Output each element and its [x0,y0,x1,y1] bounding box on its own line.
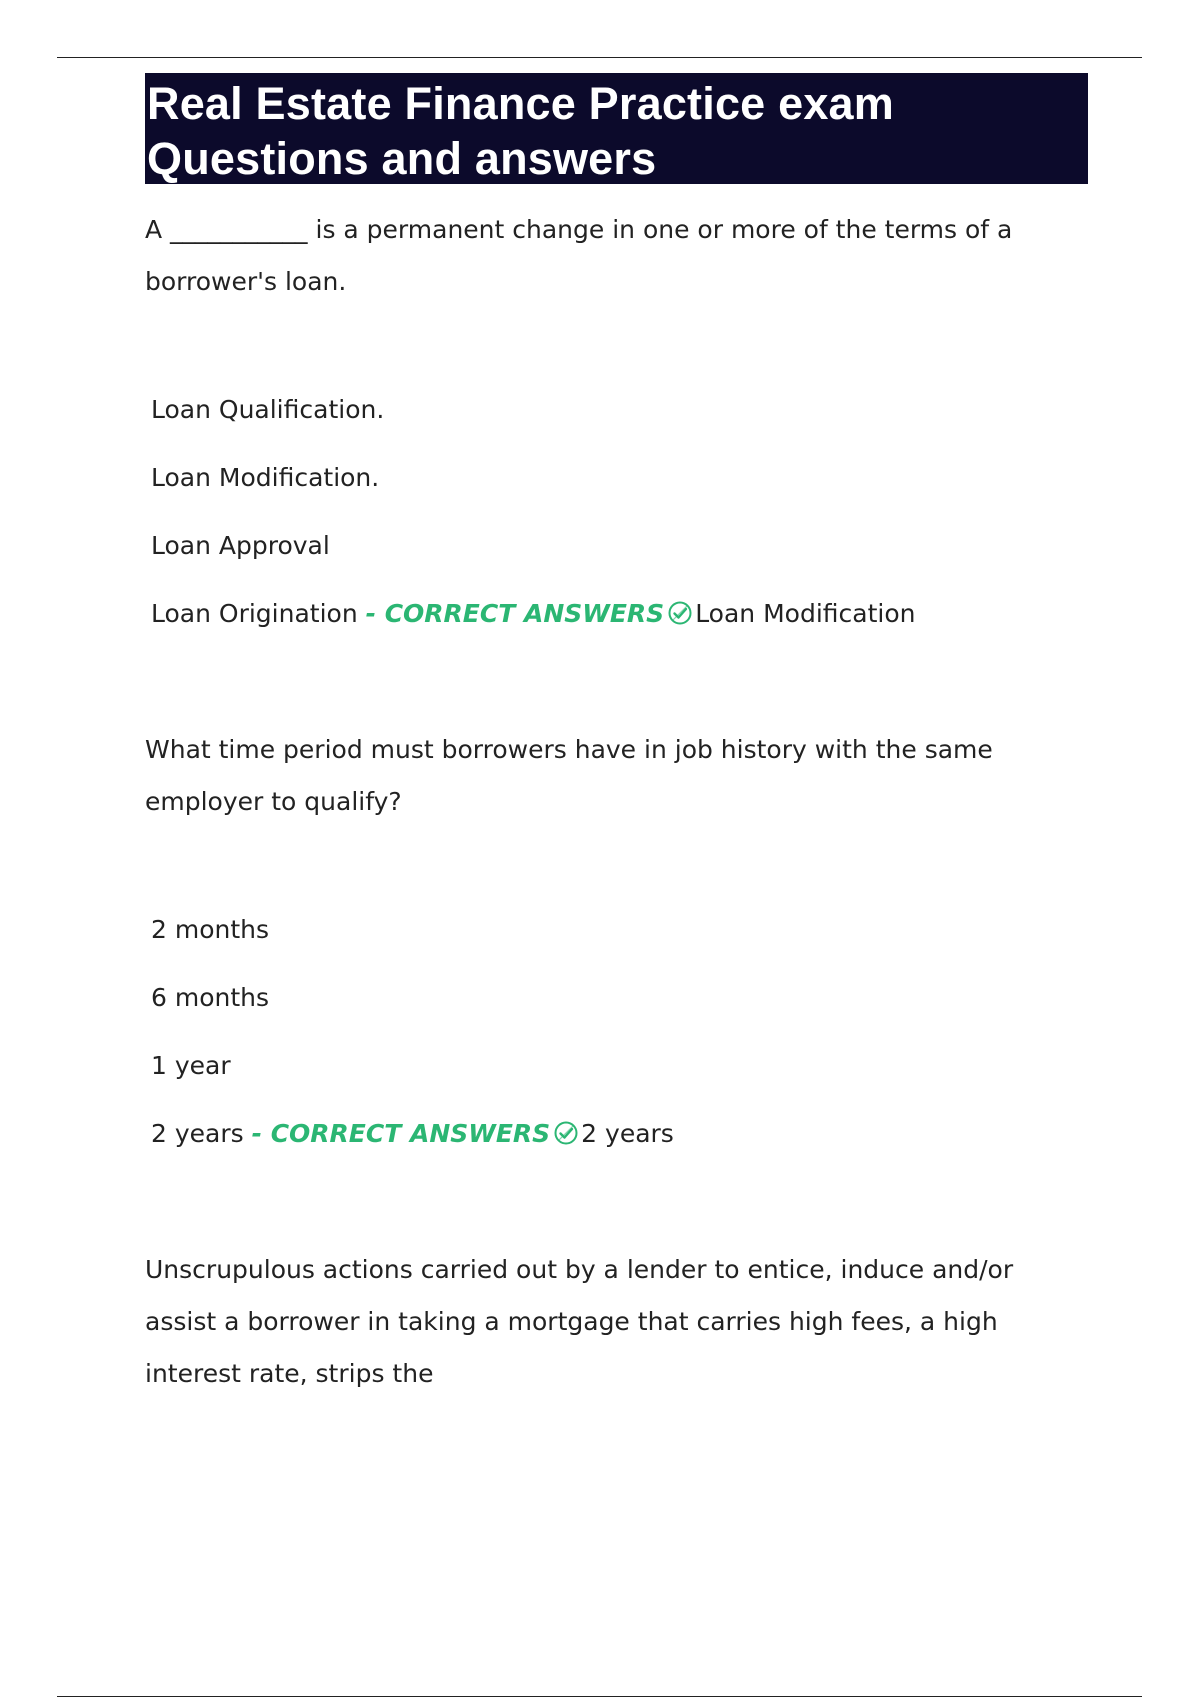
option-list [151,390,1105,662]
question-block [145,204,1105,662]
option-text: 2 years [151,1119,244,1148]
page-title [147,76,1088,186]
option-text: Loan Modification. [151,463,380,492]
correct-answer-text: 2 years [581,1119,674,1148]
option-item [151,526,1105,594]
bottom-rule [57,1696,1142,1697]
question-text: Unscrupulous actions carried out by a lender to entice, induce and/or assist a borrower in taking a mortgage that carries high fees, a high interest rate, strips the [145,1255,1014,1388]
option-item [151,594,1105,662]
question-text: What time period must borrowers have in job history with the same employer to qualify? [145,735,993,816]
question-block [145,1244,1105,1400]
question-block [145,724,1105,1182]
option-item [151,978,1105,1046]
check-circle-icon [667,600,693,626]
option-list [151,910,1105,1182]
option-item [151,390,1105,458]
option-text: 1 year [151,1051,231,1080]
correct-answer-text: Loan Modification [695,599,916,628]
title-banner [145,73,1088,184]
option-item [151,1114,1105,1182]
option-text: Loan Qualification. [151,395,385,424]
option-item [151,1046,1105,1114]
check-circle-icon [553,1120,579,1146]
question-text: A ___________ is a permanent change in one or more of the terms of a borrower's loan. [145,215,1013,296]
option-text: Loan Approval [151,531,330,560]
title-line-1: Real Estate Finance Practice exam [147,78,894,129]
option-text: 6 months [151,983,270,1012]
document-body [145,204,1105,1400]
option-item [151,458,1105,526]
top-rule [57,57,1142,58]
option-text: Loan Origination [151,599,358,628]
correct-answer-marker: - CORRECT ANSWERS [365,599,665,628]
correct-answer-marker: - CORRECT ANSWERS [251,1119,551,1148]
option-item [151,910,1105,978]
option-text: 2 months [151,915,270,944]
title-line-2: Questions and answers [147,133,657,184]
